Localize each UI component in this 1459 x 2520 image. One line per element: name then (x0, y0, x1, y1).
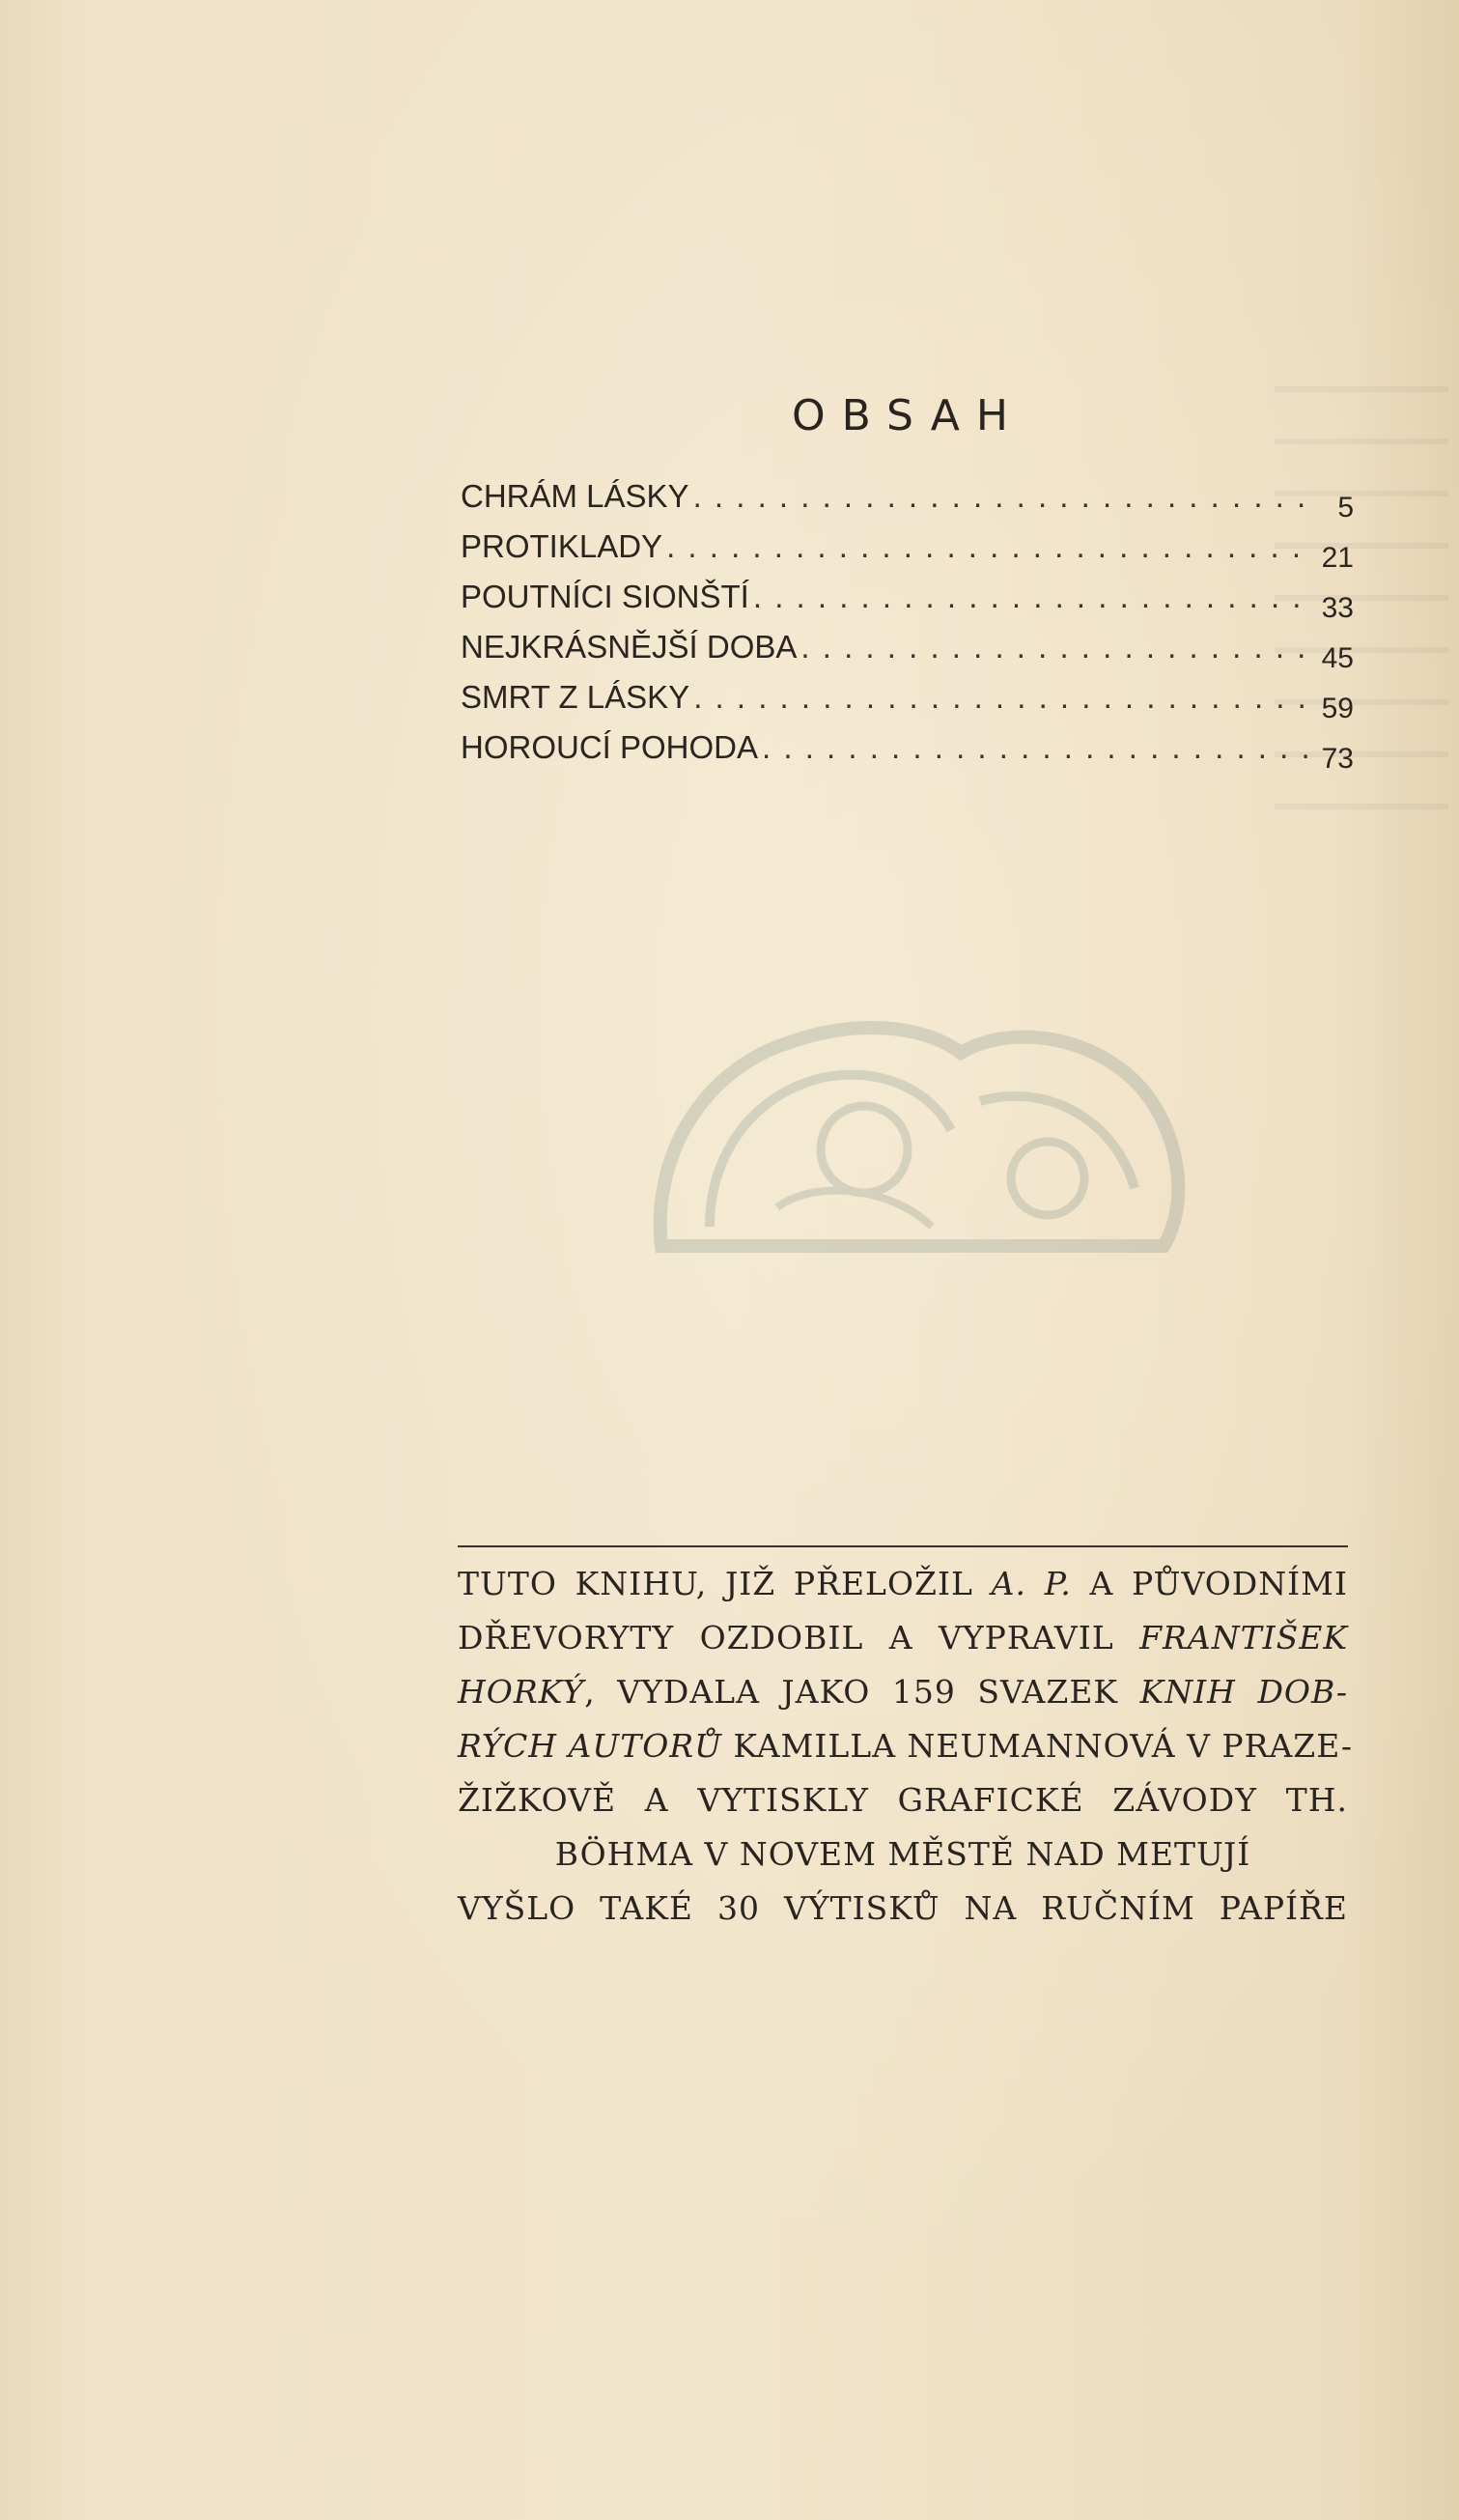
toc-entry-page: 5 (1337, 492, 1354, 524)
colophon-line (458, 1665, 1348, 1719)
colophon-line (458, 1611, 1348, 1665)
toc-entry-page: 45 (1321, 642, 1354, 674)
toc-entry-page: 59 (1321, 693, 1354, 724)
toc-entry (461, 629, 1354, 679)
illustrator-surname: HORKÝ (458, 1673, 585, 1711)
colophon (458, 1557, 1354, 1936)
colophon-line: BÖHMA V NOVEM MĚSTĚ NAD METUJÍ (554, 1835, 1251, 1873)
toc-entry-page: 33 (1321, 592, 1354, 624)
colophon-line: VYŠLO TAKÉ 30 VÝTISKŮ NA RUČNÍM PAPÍŘE (458, 1889, 1348, 1927)
toc-leader-dots (689, 679, 1315, 716)
toc-entry (461, 729, 1354, 779)
toc-title: OBSAH (792, 391, 1024, 440)
toc-entry-title: POUTNÍCI SIONŠTÍ (461, 579, 749, 614)
toc-leader-dots (662, 528, 1315, 565)
toc-leader-dots (758, 729, 1315, 766)
toc-entry-page: 21 (1321, 542, 1354, 574)
colophon-text: TUTO KNIHU, JIŽ PŘELOŽIL (458, 1565, 992, 1602)
toc-entry-title: PROTIKLADY (461, 528, 663, 564)
toc-entry-page: 73 (1321, 743, 1354, 775)
colophon-text: KAMILLA NEUMANNOVÁ V PRAZE- (721, 1727, 1354, 1765)
colophon-line (458, 1557, 1348, 1611)
colophon-divider (458, 1545, 1348, 1547)
colophon-line: ŽIŽKOVĚ A VYTISKLY GRAFICKÉ ZÁVODY TH. (458, 1781, 1348, 1819)
toc-entry (461, 679, 1354, 729)
colophon-text: DŘEVORYTY OZDOBIL A VYPRAVIL (458, 1619, 1140, 1656)
series-name: KNIH DOB- (1139, 1673, 1348, 1711)
toc-entry-title: HOROUCÍ POHODA (461, 729, 759, 765)
bleed-through-woodcut (642, 985, 1192, 1265)
toc-entry-title: SMRT Z LÁSKY (461, 679, 690, 715)
translator-initials: A. P. (991, 1565, 1072, 1602)
table-of-contents (461, 478, 1354, 779)
colophon-text: A PŮVODNÍMI (1071, 1565, 1348, 1602)
illustrator-name: FRANTIŠEK (1139, 1619, 1348, 1656)
toc-entry-title: NEJKRÁSNĚJŠÍ DOBA (461, 629, 798, 665)
toc-entry (461, 528, 1354, 579)
toc-leader-dots (797, 629, 1315, 665)
series-name-cont: RÝCH AUTORŮ (458, 1727, 722, 1765)
toc-entry (461, 478, 1354, 528)
toc-entry-title: CHRÁM LÁSKY (461, 478, 689, 514)
colophon-line (458, 1719, 1354, 1773)
toc-entry (461, 579, 1354, 629)
colophon-text: , VYDALA JAKO 159 SVAZEK (584, 1673, 1140, 1711)
toc-leader-dots (749, 579, 1315, 615)
toc-leader-dots (689, 478, 1315, 515)
